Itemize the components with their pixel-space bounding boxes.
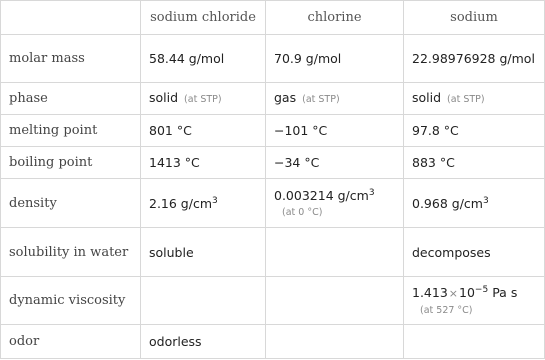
table-row-solubility <box>1 228 545 277</box>
table-row-boiling-point <box>1 147 545 179</box>
cell-chlorine-viscosity <box>266 277 404 325</box>
cell-sodium-chloride-density <box>141 179 266 228</box>
cell-chlorine-boiling-point: −34 °C <box>266 147 404 179</box>
cell-sodium-boiling-point: 883 °C <box>404 147 545 179</box>
times-symbol: × <box>448 287 459 300</box>
viscosity-exponent: −5 <box>474 285 489 295</box>
density-exponent: 3 <box>482 195 489 206</box>
cell-sodium-odor <box>404 325 545 359</box>
cell-sodium-density <box>404 179 545 228</box>
column-header-chlorine: chlorine <box>266 1 404 35</box>
cell-chlorine-density <box>266 179 404 228</box>
cell-chlorine-odor <box>266 325 404 359</box>
row-label-melting-point: melting point <box>1 115 141 147</box>
density-value: 0.003214 g/cm <box>274 188 369 203</box>
viscosity-base: 10 <box>459 285 475 300</box>
phase-value: solid <box>412 90 442 105</box>
row-label-molar-mass: molar mass <box>1 35 141 83</box>
density-value: 2.16 g/cm <box>149 195 213 211</box>
cell-sodium-chloride-molar-mass: 58.44 g/mol <box>141 35 266 83</box>
row-label-boiling-point: boiling point <box>1 147 141 179</box>
condition-note: (at STP) <box>302 94 340 105</box>
cell-sodium-chloride-viscosity <box>141 277 266 325</box>
table-row-dynamic-viscosity <box>1 277 545 325</box>
cell-sodium-molar-mass: 22.98976928 g/mol <box>404 35 545 83</box>
condition-note: (at STP) <box>447 94 485 105</box>
cell-sodium-phase <box>404 83 545 115</box>
cell-sodium-chloride-odor: odorless <box>141 325 266 359</box>
density-exponent: 3 <box>212 195 218 206</box>
row-label-odor: odor <box>1 325 141 359</box>
cell-sodium-melting-point: 97.8 °C <box>404 115 545 147</box>
cell-chlorine-melting-point: −101 °C <box>266 115 404 147</box>
viscosity-mantissa: 1.413 <box>412 285 448 300</box>
cell-sodium-chloride-melting-point: 801 °C <box>141 115 266 147</box>
condition-note: (at STP) <box>184 94 222 105</box>
phase-value: solid <box>149 90 179 105</box>
row-label-phase: phase <box>1 83 141 115</box>
cell-chlorine-phase <box>266 83 404 115</box>
header-row <box>1 1 545 35</box>
row-label-density: density <box>1 179 141 228</box>
cell-sodium-viscosity <box>404 277 545 325</box>
table-row-density <box>1 179 545 228</box>
column-header-sodium: sodium <box>404 1 545 35</box>
cell-sodium-chloride-boiling-point: 1413 °C <box>141 147 266 179</box>
cell-sodium-chloride-phase <box>141 83 266 115</box>
condition-note: (at 527 °C) <box>420 305 473 316</box>
row-label-dynamic-viscosity: dynamic viscosity <box>1 277 141 325</box>
header-corner <box>1 1 141 35</box>
condition-note: (at 0 °C) <box>282 207 323 218</box>
phase-value: gas <box>274 90 297 105</box>
cell-sodium-chloride-solubility: soluble <box>141 228 266 277</box>
cell-sodium-solubility: decomposes <box>404 228 545 277</box>
table-row-melting-point <box>1 115 545 147</box>
table-row-phase <box>1 83 545 115</box>
table-row-molar-mass <box>1 35 545 83</box>
viscosity-unit: Pa s <box>492 285 518 300</box>
table-row-odor <box>1 325 545 359</box>
cell-chlorine-solubility <box>266 228 404 277</box>
density-value: 0.968 g/cm <box>412 195 483 211</box>
cell-chlorine-molar-mass: 70.9 g/mol <box>266 35 404 83</box>
column-header-sodium-chloride: sodium chloride <box>141 1 266 35</box>
row-label-solubility: solubility in water <box>1 228 141 277</box>
density-exponent: 3 <box>368 188 375 198</box>
